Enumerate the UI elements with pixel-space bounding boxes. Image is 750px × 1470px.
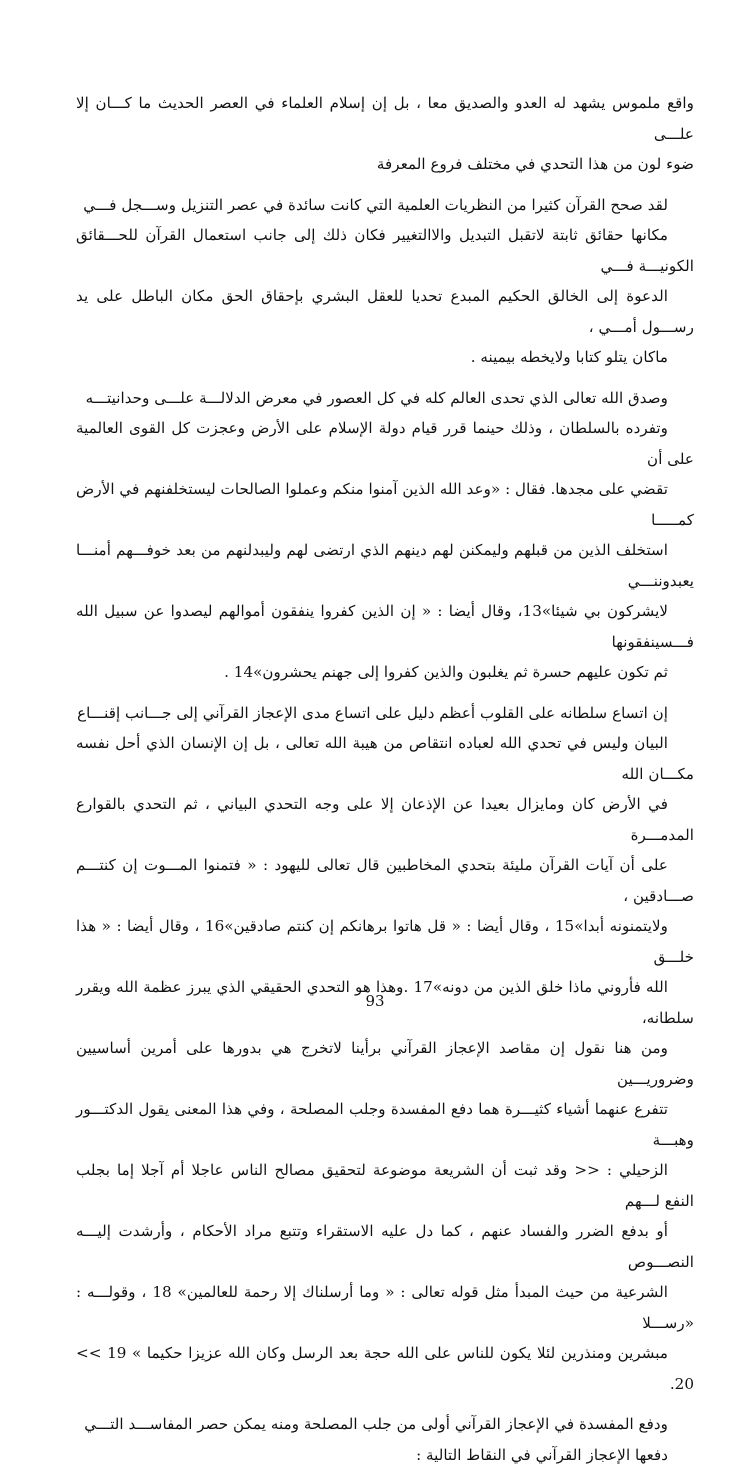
text-line: لقد صحح القرآن كثيرا من النظريات العلمية التي كانت سائدة في عصر التنزيل وســـجل فـــي [76, 190, 694, 221]
text-line: ثم تكون عليهم حسرة ثم يغلبون والذين كفروا إلى جهنم يحشرون»14 . [76, 657, 694, 688]
text-line: تقضي على مجدها. فقال : «وعد الله الذين آمنوا منكم وعملوا الصالحات ليستخلفنهم في الأرض كمـــــا [76, 474, 694, 535]
paragraph [76, 383, 694, 688]
text-line: أو بدفع الضرر والفساد عنهم ، كما دل عليه الاستقراء وتتبع مراد الأحكام ، وأرشدت إليـــه النصـــوص [76, 1216, 694, 1277]
text-line: إن اتساع سلطانه على القلوب أعظم دليل على اتساع مدى الإعجاز القرآني إلى جـــانب إقنـــاع [76, 698, 694, 729]
text-line: استخلف الذين من قبلهم وليمكنن لهم دينهم الذي ارتضى لهم وليبدلنهم من بعد خوفـــهم أمنـــا يعبدوننـــي [76, 535, 694, 596]
text-line: دفعها الإعجاز القرآني في النقاط التالية : [76, 1440, 694, 1470]
text-line: ضوء لون من هذا التحدي في مختلف فروع المعرفة [76, 149, 694, 180]
text-line: مبشرين ومنذرين لئلا يكون للناس على الله حجة بعد الرسل وكان الله عزيزا حكيما » 19 >> 20. [76, 1338, 694, 1399]
body-text [76, 88, 694, 1470]
text-line: على أن آيات القرآن مليئة بتحدي المخاطبين قال تعالى لليهود : « فتمنوا المـــوت إن كنتـــم صـــادقين ، [76, 850, 694, 911]
page-number: 93 [0, 992, 750, 1010]
paragraph [76, 698, 694, 1400]
text-line: ولايتمنونه أبدا»15 ، وقال أيضا : « قل هاتوا برهانكم إن كنتم صادقين»16 ، وقال أيضا : « هذا خلـــق [76, 911, 694, 972]
text-line: الدعوة إلى الخالق الحكيم المبدع تحديا للعقل البشري بإحقاق الحق مكان الباطل على يد رســـول أمـــي ، [76, 281, 694, 342]
text-line: في الأرض كان ومايزال بعيدا عن الإذعان إلا على وجه التحدي البياني ، ثم التحدي بالقوارع المدمـــرة [76, 789, 694, 850]
text-line: وتفرده بالسلطان ، وذلك حينما قرر قيام دولة الإسلام على الأرض وعجزت كل القوى العالمية على أن [76, 413, 694, 474]
text-line: الشرعية من حيث المبدأ مثل قوله تعالى : « وما أرسلناك إلا رحمة للعالمين» 18 ، وقولـــه : «رســـلا [76, 1277, 694, 1338]
text-line: تتفرع عنهما أشياء كثيـــرة هما دفع المفسدة وجلب المصلحة ، وفي هذا المعنى يقول الدكتـــور وهبـــة [76, 1094, 694, 1155]
text-line: ودفع المفسدة في الإعجاز القرآني أولى من جلب المصلحة ومنه يمكن حصر المفاســـد التـــي [76, 1409, 694, 1440]
text-line: البيان وليس في تحدي الله لعباده انتقاص من هيبة الله تعالى ، بل إن الإنسان الذي أحل نفسه مكـــان الله [76, 728, 694, 789]
paragraph [76, 190, 694, 373]
paragraph [76, 1409, 694, 1470]
text-line: لايشركون بي شيئا»13، وقال أيضا : « إن الذين كفروا ينفقون أموالهم ليصدوا عن سبيل الله فـــسينفقونها [76, 596, 694, 657]
text-line: الله فأروني ماذا خلق الذين من دونه»17 .وهذا هو التحدي الحقيقي الذي يبرز عظمة الله ويقرر سلطانه، [76, 972, 694, 1033]
paragraph [76, 88, 694, 180]
text-line: وصدق الله تعالى الذي تحدى العالم كله في كل العصور في معرض الدلالـــة علـــى وحدانيتـــه [76, 383, 694, 414]
text-line: ومن هنا نقول إن مقاصد الإعجاز القرآني برأينا لاتخرج هي بدورها على أمرين أساسيين وضروريـــين [76, 1033, 694, 1094]
text-line: الزحيلي : << وقد ثبت أن الشريعة موضوعة لتحقيق مصالح الناس عاجلا أم آجلا إما بجلب النفع لـــهم [76, 1155, 694, 1216]
text-line: واقع ملموس يشهد له العدو والصديق معا ، بل إن إسلام العلماء في العصر الحديث ما كـــان إلا علـــى [76, 88, 694, 149]
text-line: مكانها حقائق ثابتة لاتقبل التبديل والاالتغيير فكان ذلك إلى جانب استعمال القرآن للحـــقائق الكونيـــة فـــي [76, 220, 694, 281]
text-line: ماكان يتلو كتابا ولايخطه بيمينه . [76, 342, 694, 373]
